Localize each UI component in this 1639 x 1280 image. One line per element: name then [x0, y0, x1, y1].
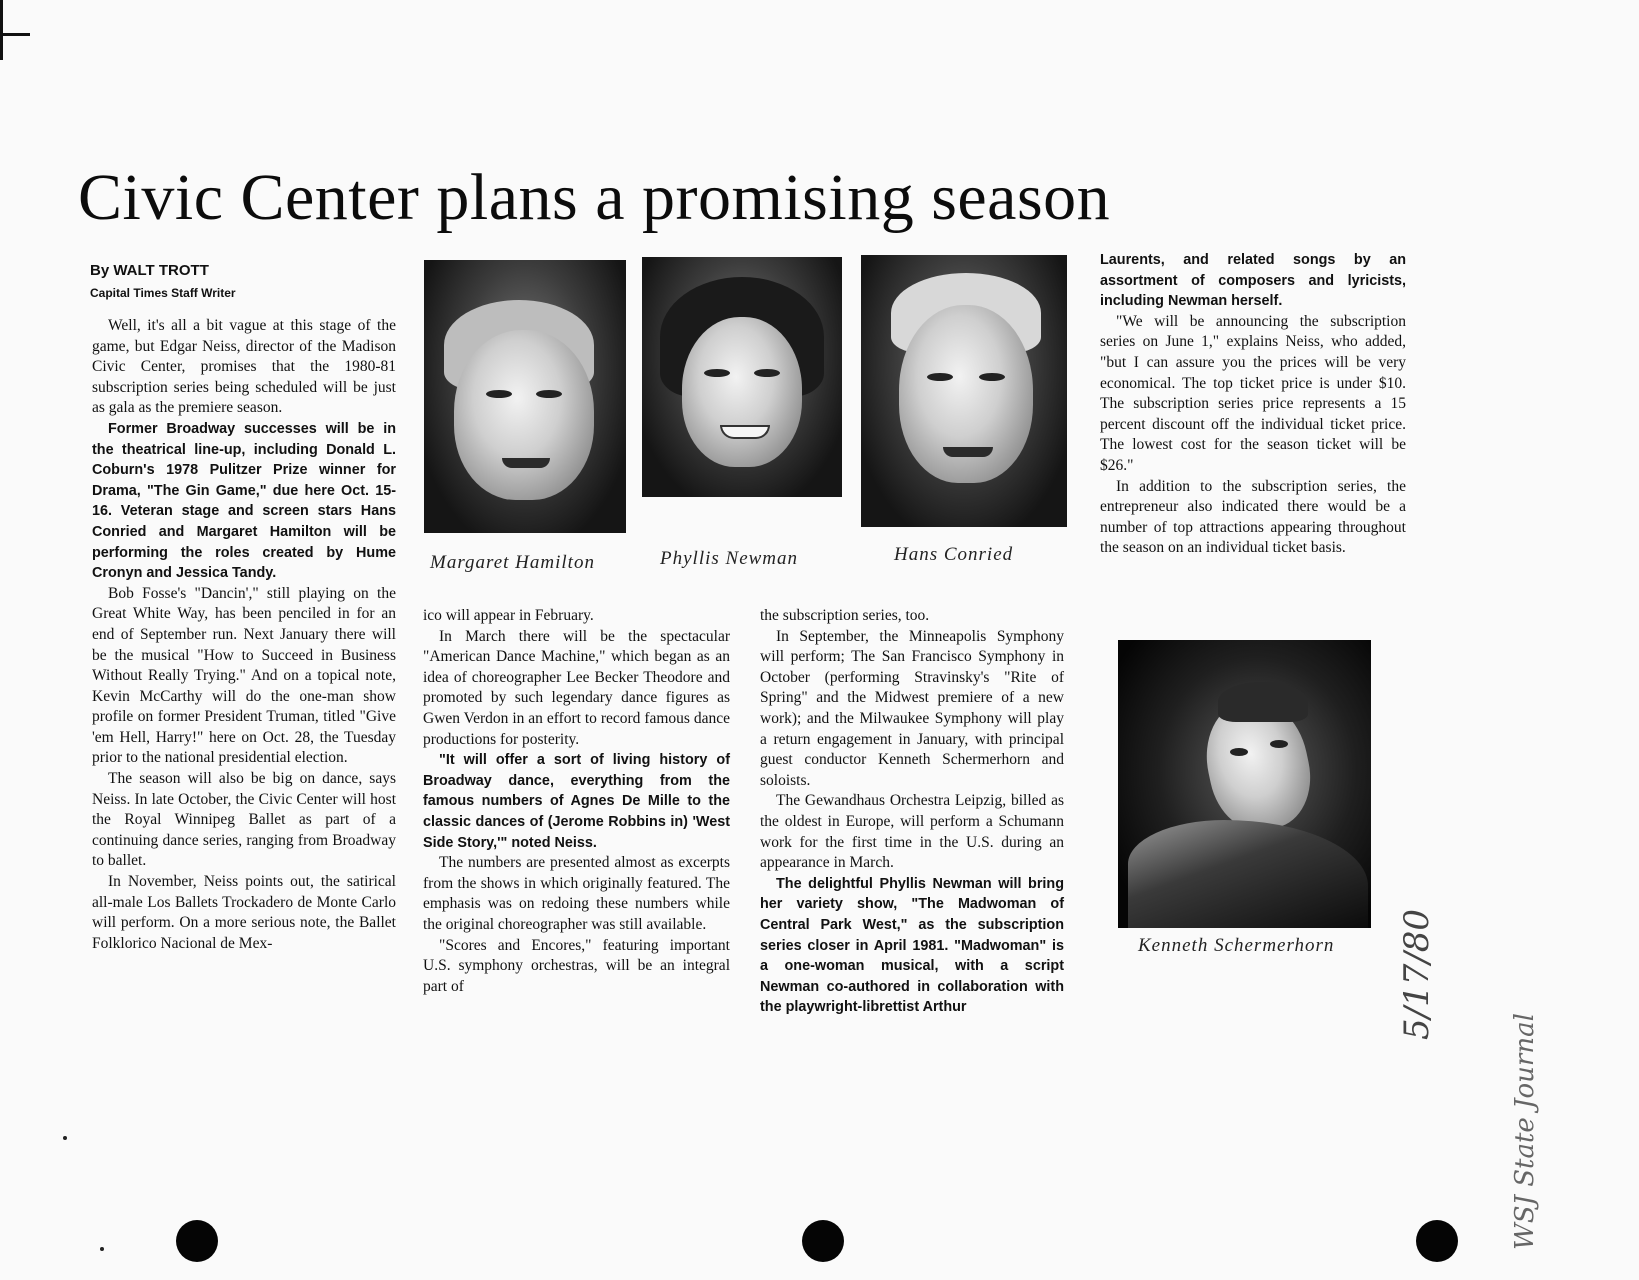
article-paragraph: In November, Neiss points out, the satirical all-male Los Ballets Trockadero de Monte Carlo will perform. On a more serious note, the Ballet Folklorico Nacional de Mex- — [92, 873, 396, 952]
article-paragraph: The Gewandhaus Orchestra Leipzig, billed as the oldest in Europe, will perform a Schumann work for the first time in the U.S. during an appearance in March. — [760, 792, 1064, 872]
caption-margaret-hamilton: Margaret Hamilton — [430, 552, 595, 573]
article-paragraph: In addition to the subscription series, the entrepreneur also indicated there would be a number of top attractions appearing throughout the season on an individual ticket basis. — [1100, 477, 1406, 557]
article-paragraph: ico will appear in February. — [423, 607, 594, 624]
article-paragraph: Bob Fosse's "Dancin'," still playing on the Great White Way, has been penciled in for an end of September run. Next January there will be the musical "How to Succeed in Business Without Really Trying." And on a topical note, Kevin McCarthy will do the one-man show profile on former President Truman, titled "Give 'em Hell, Harry!" here on Oct. 28, the Tuesday prior to the national presidential election. — [92, 584, 396, 767]
crop-mark — [0, 33, 30, 36]
article-paragraph: In March there will be the spectacular "American Dance Machine," which began as an idea of choreographer Lee Becker Theodore and promoted by such legendary dance figures as Gwen Verdon in an effort to record famous dance productions for posterity. — [423, 627, 730, 748]
column-2 — [423, 606, 730, 997]
article-paragraph: In September, the Minneapolis Symphony will perform; The San Francisco Symphony in October (performing Stravinsky's "Rite of Spring" and the Midwest premiere of a new work); and the Milwaukee Symphony will play a return engagement in January, with principal guest conductor Kenneth Schermerhorn and soloists. — [760, 627, 1064, 789]
caption-hans-conried: Hans Conried — [894, 544, 1014, 565]
binder-hole-center — [802, 1220, 844, 1262]
byline-role: Capital Times Staff Writer — [90, 286, 236, 300]
binder-hole-right — [1416, 1220, 1458, 1262]
article-paragraph: The numbers are presented almost as excerpts from the shows in which originally featured. The emphasis was on redoing these numbers while the original choreographer was still available. — [423, 854, 730, 933]
photo-hans-conried — [861, 255, 1067, 527]
column-3 — [760, 606, 1064, 1018]
headline: Civic Center plans a promising season — [78, 161, 1111, 234]
article-paragraph: "We will be announcing the subscription series on June 1," explains Neiss, who added, "but I can assure you the prices will be very economical. The top ticket price is under $10. The subscription series price represents a 15 percent discount off the individual ticket price. The lowest cost for the season ticket will be $26." — [1100, 312, 1406, 474]
handwritten-source: WSJ State Journal — [1510, 1013, 1540, 1250]
article-paragraph: Former Broadway successes will be in the theatrical line-up, including Donald L. Coburn's 1978 Pulitzer Prize winner for Drama, "The Gin Game," due here Oct. 15-16. Veteran stage and screen stars Hans Conried and Margaret Hamilton will be performing the roles created by Hume Cronyn and Jessica Tandy. — [92, 420, 396, 582]
caption-phyllis-newman: Phyllis Newman — [660, 548, 799, 569]
article-paragraph: "Scores and Encores," featuring important U.S. symphony orchestras, will be an integral part of — [423, 936, 730, 995]
column-1 — [92, 316, 396, 954]
photo-margaret-hamilton — [424, 260, 626, 533]
speck — [100, 1247, 104, 1251]
article-paragraph: The delightful Phyllis Newman will bring her variety show, "The Madwoman of Central Park West," as the subscription series closer in April 1981. "Madwoman" is a one-woman musical, with a script Newman co-authored in collaboration with the playwright-librettist Arthur — [760, 875, 1064, 1016]
speck — [63, 1136, 67, 1140]
article-paragraph: The season will also be big on dance, says Neiss. In late October, the Civic Center will host the Royal Winnipeg Ballet as part of a continuing dance series, ranging from Broadway to ballet. — [92, 770, 396, 870]
column-4 — [1100, 250, 1406, 559]
handwritten-date: 5/17/80 — [1397, 908, 1437, 1040]
photo-phyllis-newman — [642, 257, 842, 497]
article-paragraph: the subscription series, too. — [760, 607, 930, 624]
crop-mark-vertical — [0, 0, 3, 60]
byline: By WALT TROTT — [90, 262, 209, 279]
photo-kenneth-schermerhorn — [1118, 640, 1371, 928]
article-paragraph: Well, it's all a bit vague at this stage of the game, but Edgar Neiss, director of the Madison Civic Center, promises that the 1980-81 subscription series being scheduled will be just as gala as the premiere season. — [92, 317, 396, 417]
caption-kenneth-schermerhorn: Kenneth Schermerhorn — [1138, 935, 1335, 956]
binder-hole-left — [176, 1220, 218, 1262]
article-paragraph: "It will offer a sort of living history of Broadway dance, everything from the famous numbers of Agnes De Mille to the classic dances of (Jerome Robbins in) 'West Side Story,'" noted Neiss. — [423, 752, 730, 851]
article-paragraph: Laurents, and related songs by an assortment of composers and lyricists, including Newman herself. — [1100, 252, 1406, 310]
